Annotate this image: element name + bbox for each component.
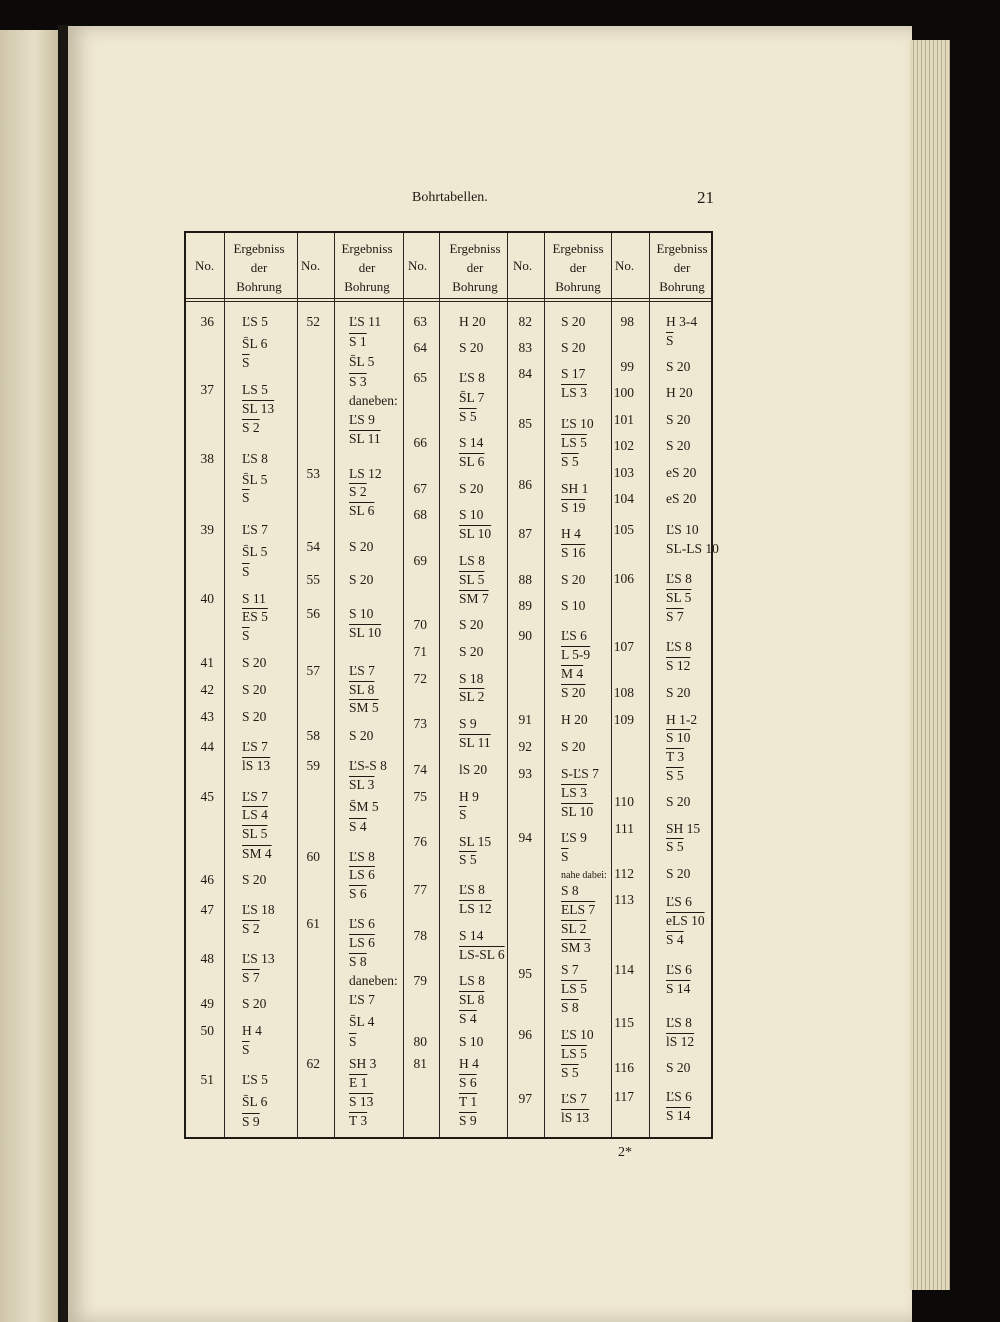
boring-result: SM 5 bbox=[349, 700, 379, 715]
boring-result: S 16 bbox=[561, 545, 586, 560]
boring-number: 75 bbox=[413, 789, 427, 804]
boring-result: S̄L 4 bbox=[349, 1014, 375, 1029]
boring-result: ĽS 6 bbox=[349, 916, 375, 931]
boring-number: 48 bbox=[200, 951, 214, 966]
boring-result: S 10 bbox=[349, 606, 374, 621]
boring-number: 100 bbox=[613, 385, 634, 400]
boring-number: 74 bbox=[413, 762, 427, 777]
boring-result: S 5 bbox=[459, 852, 477, 867]
boring-number: 109 bbox=[613, 712, 634, 727]
boring-number: 65 bbox=[413, 370, 427, 385]
running-head: Bohrtabellen. bbox=[412, 190, 488, 205]
boring-result: S 6 bbox=[349, 886, 367, 901]
boring-result: S̄L 6 bbox=[242, 336, 268, 351]
boring-number: 72 bbox=[413, 671, 427, 686]
boring-result: S 20 bbox=[666, 412, 691, 427]
boring-number: 37 bbox=[200, 382, 214, 397]
boring-result: S 20 bbox=[349, 728, 374, 743]
boring-result: S 20 bbox=[242, 872, 267, 887]
boring-result: S 5 bbox=[666, 768, 684, 783]
boring-result: S 2 bbox=[242, 921, 260, 936]
boring-result: SL 3 bbox=[349, 777, 375, 792]
boring-number: 91 bbox=[518, 712, 532, 727]
boring-result: S 14 bbox=[666, 1108, 691, 1123]
boring-result: S 9 bbox=[242, 1114, 260, 1129]
boring-number: 116 bbox=[614, 1060, 634, 1075]
boring-result: SL 5 bbox=[242, 826, 268, 841]
boring-result: S 20 bbox=[666, 794, 691, 809]
boring-number: 66 bbox=[413, 435, 427, 450]
boring-number: 101 bbox=[613, 412, 634, 427]
column-divider bbox=[297, 233, 298, 1137]
boring-result: S 20 bbox=[666, 685, 691, 700]
boring-number: 73 bbox=[413, 716, 427, 731]
column-header-no: No. bbox=[615, 258, 635, 273]
boring-number: 46 bbox=[200, 872, 214, 887]
boring-number: 115 bbox=[614, 1015, 634, 1030]
column-header-result: Ergebniss der Bohrung bbox=[341, 241, 393, 294]
boring-result: S 6 bbox=[459, 1075, 477, 1090]
boring-result: LS 3 bbox=[561, 385, 587, 400]
boring-result: ĽS 7 bbox=[242, 739, 268, 754]
boring-number: 98 bbox=[620, 314, 634, 329]
boring-result: SL-LS 10 bbox=[666, 541, 719, 556]
boring-result: S 8 bbox=[349, 954, 367, 969]
boring-number: 40 bbox=[200, 591, 214, 606]
boring-result: lS 20 bbox=[459, 762, 488, 777]
boring-number: 62 bbox=[306, 1056, 320, 1071]
boring-number: 92 bbox=[518, 739, 532, 754]
boring-number: 106 bbox=[613, 571, 634, 586]
boring-result: H 4 bbox=[242, 1023, 262, 1038]
facing-page-edge bbox=[0, 30, 58, 1322]
boring-number: 117 bbox=[614, 1089, 634, 1104]
boring-result: S 20 bbox=[561, 685, 586, 700]
column-divider bbox=[224, 233, 225, 1137]
boring-result: SL 10 bbox=[459, 526, 492, 541]
boring-result: S 12 bbox=[666, 658, 691, 673]
boring-result: S̄L 5 bbox=[242, 472, 268, 487]
boring-result: S 20 bbox=[459, 644, 484, 659]
boring-result: S 4 bbox=[349, 819, 367, 834]
boring-number: 42 bbox=[200, 682, 214, 697]
boring-number: 85 bbox=[518, 416, 532, 431]
boring-number: 78 bbox=[413, 928, 427, 943]
boring-result: ĽS 6 bbox=[666, 962, 692, 977]
boring-result: S 20 bbox=[349, 572, 374, 587]
column-header-result: Ergebniss der Bohrung bbox=[656, 241, 708, 294]
boring-result: LS 3 bbox=[561, 785, 587, 800]
boring-result: S 20 bbox=[666, 359, 691, 374]
boring-number: 76 bbox=[413, 834, 427, 849]
boring-result: S 14 bbox=[459, 435, 484, 450]
boring-result: S 20 bbox=[666, 1060, 691, 1075]
boring-result: S̄L 7 bbox=[459, 390, 485, 405]
boring-result: S̄L 5 bbox=[242, 544, 268, 559]
boring-number: 83 bbox=[518, 340, 532, 355]
boring-number: 107 bbox=[613, 639, 634, 654]
boring-number: 39 bbox=[200, 522, 214, 537]
column-header-no: No. bbox=[301, 258, 321, 273]
boring-result: LS 8 bbox=[459, 973, 485, 988]
boring-result: SL 2 bbox=[459, 689, 485, 704]
boring-result: S̄M 5 bbox=[349, 799, 379, 814]
boring-result: S̄L 6 bbox=[242, 1094, 268, 1109]
boring-result: H 20 bbox=[666, 385, 693, 400]
boring-result: eS 20 bbox=[666, 465, 697, 480]
boring-table bbox=[184, 231, 719, 1139]
boring-result: S 2 bbox=[242, 420, 260, 435]
boring-result: ĽS 8 bbox=[349, 849, 375, 864]
boring-result: S 17 bbox=[561, 366, 586, 381]
boring-result: ĽS 8 bbox=[459, 370, 485, 385]
boring-result: eS 20 bbox=[666, 491, 697, 506]
boring-number: 113 bbox=[614, 892, 634, 907]
boring-number: 81 bbox=[413, 1056, 427, 1071]
boring-result: S 10 bbox=[561, 598, 586, 613]
boring-number: 51 bbox=[200, 1072, 214, 1087]
boring-number: 110 bbox=[614, 794, 634, 809]
boring-result: S-ĽS 7 bbox=[561, 766, 599, 781]
boring-result: S 7 bbox=[561, 962, 579, 977]
boring-result: SL 11 bbox=[349, 431, 381, 446]
column-divider bbox=[544, 233, 545, 1137]
boring-result: ĽS 7 bbox=[561, 1091, 587, 1106]
boring-result: S 5 bbox=[459, 409, 477, 424]
boring-result: S 1 bbox=[349, 334, 367, 349]
boring-result: S 20 bbox=[242, 682, 267, 697]
boring-number: 99 bbox=[620, 359, 634, 374]
boring-result: ĽS 8 bbox=[242, 451, 268, 466]
boring-result: SH 1 bbox=[561, 481, 589, 496]
boring-result: T 3 bbox=[666, 749, 685, 764]
boring-result: ĽS 5 bbox=[242, 1072, 268, 1087]
boring-result: S 14 bbox=[459, 928, 484, 943]
boring-number: 36 bbox=[200, 314, 214, 329]
boring-result: ĽS 18 bbox=[242, 902, 275, 917]
boring-result: $\overline{S}$ bbox=[561, 849, 569, 864]
boring-number: 95 bbox=[518, 966, 532, 981]
boring-result: S 19 bbox=[561, 500, 586, 515]
boring-result: H 1-2 bbox=[666, 712, 698, 727]
boring-result: S 2 bbox=[349, 484, 367, 499]
boring-result: lS 12 bbox=[666, 1034, 695, 1049]
boring-result: LS 12 bbox=[459, 901, 492, 916]
boring-result: S 20 bbox=[242, 709, 267, 724]
boring-result: LS 5 bbox=[561, 981, 587, 996]
boring-number: 59 bbox=[306, 758, 320, 773]
boring-result: S 20 bbox=[666, 438, 691, 453]
boring-result: ĽS 10 bbox=[561, 416, 594, 431]
boring-result: LS 5 bbox=[561, 435, 587, 450]
boring-number: 86 bbox=[518, 477, 532, 492]
boring-number: 114 bbox=[614, 962, 634, 977]
boring-result: ĽS 13 bbox=[242, 951, 275, 966]
boring-number: 88 bbox=[518, 572, 532, 587]
boring-number: 111 bbox=[614, 821, 634, 836]
boring-result: ĽS 6 bbox=[666, 1089, 692, 1104]
boring-result: ĽS 7 bbox=[349, 992, 375, 1007]
boring-number: 64 bbox=[413, 340, 427, 355]
boring-number: 43 bbox=[200, 709, 214, 724]
boring-number: 57 bbox=[306, 663, 320, 678]
boring-result: S 7 bbox=[666, 609, 684, 624]
boring-result: LS 12 bbox=[349, 466, 382, 481]
boring-result: S 20 bbox=[561, 314, 586, 329]
boring-result: S 10 bbox=[459, 1034, 484, 1049]
boring-result: ĽS 8 bbox=[666, 571, 692, 586]
boring-result: S 11 bbox=[242, 591, 266, 606]
boring-number: 38 bbox=[200, 451, 214, 466]
boring-result: SL 5 bbox=[459, 572, 485, 587]
boring-result: SL 10 bbox=[561, 804, 594, 819]
boring-number: 84 bbox=[518, 366, 532, 381]
signature-mark: 2* bbox=[618, 1145, 632, 1160]
boring-number: 108 bbox=[613, 685, 634, 700]
boring-result: H 3-4 bbox=[666, 314, 698, 329]
boring-result: ĽS 6 bbox=[666, 894, 692, 909]
boring-number: 79 bbox=[413, 973, 427, 988]
boring-result: ĽS 7 bbox=[349, 663, 375, 678]
boring-number: 96 bbox=[518, 1027, 532, 1042]
boring-number: 53 bbox=[306, 466, 320, 481]
boring-number: 45 bbox=[200, 789, 214, 804]
boring-result: H 4 bbox=[561, 526, 581, 541]
boring-number: 102 bbox=[613, 438, 634, 453]
boring-number: 97 bbox=[518, 1091, 532, 1106]
boring-number: 54 bbox=[306, 539, 320, 554]
boring-result: S 9 bbox=[459, 716, 477, 731]
boring-result: nahe dabei: bbox=[561, 870, 607, 881]
boring-result: eLS 10 bbox=[666, 913, 705, 928]
boring-result: lS 13 bbox=[242, 758, 271, 773]
boring-result: S 8 bbox=[561, 883, 579, 898]
column-header-no: No. bbox=[195, 258, 215, 273]
boring-number: 49 bbox=[200, 996, 214, 1011]
boring-result: S 10 bbox=[666, 730, 691, 745]
boring-result: S 8 bbox=[561, 1000, 579, 1015]
boring-result: $\overline{S}$ bbox=[242, 1042, 250, 1057]
boring-number: 69 bbox=[413, 553, 427, 568]
boring-number: 70 bbox=[413, 617, 427, 632]
boring-result: $\overline{S}$ bbox=[242, 564, 250, 579]
boring-result: L 5-9 bbox=[561, 647, 591, 662]
column-divider bbox=[334, 233, 335, 1137]
boring-number: 103 bbox=[613, 465, 634, 480]
boring-number: 112 bbox=[614, 866, 634, 881]
boring-result: $\overline{S}$ bbox=[242, 490, 250, 505]
boring-result: S̄L 5 bbox=[349, 354, 375, 369]
boring-result: daneben: bbox=[349, 973, 398, 988]
boring-number: 82 bbox=[518, 314, 532, 329]
boring-result: SL 13 bbox=[242, 401, 275, 416]
boring-result: S 14 bbox=[666, 981, 691, 996]
boring-result: M 4 bbox=[561, 666, 584, 681]
boring-result: SM 7 bbox=[459, 591, 489, 606]
boring-result: LS-SL 6 bbox=[459, 947, 505, 962]
boring-result: ĽS 7 bbox=[242, 789, 268, 804]
boring-result: ĽS 11 bbox=[349, 314, 382, 329]
boring-result: SM 4 bbox=[242, 846, 272, 861]
boring-result: SL 10 bbox=[349, 625, 382, 640]
boring-number: 55 bbox=[306, 572, 320, 587]
boring-result: E 1 bbox=[349, 1075, 368, 1090]
boring-result: T 1 bbox=[459, 1094, 478, 1109]
boring-result: S 20 bbox=[561, 572, 586, 587]
boring-result: ELS 7 bbox=[561, 902, 596, 917]
boring-number: 93 bbox=[518, 766, 532, 781]
boring-result: S 13 bbox=[349, 1094, 374, 1109]
column-header-result: Ergebniss der Bohrung bbox=[552, 241, 604, 294]
boring-number: 50 bbox=[200, 1023, 214, 1038]
boring-number: 58 bbox=[306, 728, 320, 743]
boring-result: SL 8 bbox=[459, 992, 485, 1007]
header-rule bbox=[186, 298, 711, 302]
boring-result: S 20 bbox=[242, 655, 267, 670]
boring-result: ĽS 8 bbox=[459, 882, 485, 897]
boring-result: LS 5 bbox=[242, 382, 268, 397]
boring-number: 77 bbox=[413, 882, 427, 897]
boring-number: 89 bbox=[518, 598, 532, 613]
boring-result: S 4 bbox=[459, 1011, 477, 1026]
boring-result: S 20 bbox=[459, 481, 484, 496]
boring-result: S 20 bbox=[561, 340, 586, 355]
boring-result: S 18 bbox=[459, 671, 484, 686]
boring-number: 68 bbox=[413, 507, 427, 522]
boring-result: SH 3 bbox=[349, 1056, 377, 1071]
boring-result: SL 15 bbox=[459, 834, 492, 849]
boring-result: SL 2 bbox=[561, 921, 587, 936]
column-header-result: Ergebniss der Bohrung bbox=[449, 241, 501, 294]
column-divider bbox=[439, 233, 440, 1137]
page-block-edge bbox=[910, 40, 950, 1290]
boring-result: ĽS 6 bbox=[561, 628, 587, 643]
column-divider bbox=[649, 233, 650, 1137]
boring-result: ĽS 9 bbox=[349, 412, 375, 427]
boring-number: 63 bbox=[413, 314, 427, 329]
boring-result: SM 3 bbox=[561, 940, 591, 955]
boring-result: S 10 bbox=[459, 507, 484, 522]
boring-result: LS 6 bbox=[349, 867, 375, 882]
boring-result: S 5 bbox=[561, 454, 579, 469]
boring-number: 105 bbox=[613, 522, 634, 537]
boring-result: ĽS-S 8 bbox=[349, 758, 387, 773]
boring-result: T 3 bbox=[349, 1113, 368, 1128]
boring-result: S 20 bbox=[459, 340, 484, 355]
boring-result: S 3 bbox=[349, 374, 367, 389]
boring-number: 52 bbox=[306, 314, 320, 329]
boring-result: SL 6 bbox=[349, 503, 375, 518]
boring-result: SH 15 bbox=[666, 821, 701, 836]
boring-result: LS 6 bbox=[349, 935, 375, 950]
boring-number: 67 bbox=[413, 481, 427, 496]
boring-number: 44 bbox=[200, 739, 214, 754]
boring-number: 80 bbox=[413, 1034, 427, 1049]
boring-result: S 9 bbox=[459, 1113, 477, 1128]
column-header-no: No. bbox=[408, 258, 428, 273]
boring-number: 56 bbox=[306, 606, 320, 621]
boring-result: S 20 bbox=[561, 739, 586, 754]
boring-number: 104 bbox=[613, 491, 634, 506]
boring-result: ĽS 8 bbox=[666, 1015, 692, 1030]
page-number: 21 bbox=[697, 188, 714, 207]
boring-number: 90 bbox=[518, 628, 532, 643]
boring-result: $\overline{S}$ bbox=[349, 1034, 357, 1049]
boring-result: H 20 bbox=[561, 712, 588, 727]
boring-result: $\overline{S}$ bbox=[242, 628, 250, 643]
boring-result: ĽS 7 bbox=[242, 522, 268, 537]
boring-result: H 4 bbox=[459, 1056, 479, 1071]
boring-result: S 4 bbox=[666, 932, 684, 947]
boring-result: ES 5 bbox=[242, 609, 268, 624]
boring-result: SL 6 bbox=[459, 454, 485, 469]
boring-result: ĽS 10 bbox=[561, 1027, 594, 1042]
boring-number: 41 bbox=[200, 655, 214, 670]
boring-result: ĽS 9 bbox=[561, 830, 587, 845]
boring-result: S 7 bbox=[242, 970, 260, 985]
boring-result: $\overline{S}$ bbox=[666, 333, 674, 348]
boring-result: S 5 bbox=[666, 839, 684, 854]
boring-result: daneben: bbox=[349, 393, 398, 408]
boring-number: 60 bbox=[306, 849, 320, 864]
boring-result: LS 5 bbox=[561, 1046, 587, 1061]
column-header-result: Ergebniss der Bohrung bbox=[233, 241, 285, 294]
boring-result: ĽS 5 bbox=[242, 314, 268, 329]
boring-result: ĽS 10 bbox=[666, 522, 699, 537]
boring-result: S 20 bbox=[666, 866, 691, 881]
boring-result: SL 5 bbox=[666, 590, 692, 605]
boring-number: 87 bbox=[518, 526, 532, 541]
boring-number: 47 bbox=[200, 902, 214, 917]
boring-result: ĽS 8 bbox=[666, 639, 692, 654]
boring-number: 94 bbox=[518, 830, 532, 845]
boring-result: S 20 bbox=[242, 996, 267, 1011]
boring-result: H 9 bbox=[459, 789, 479, 804]
boring-result: S 20 bbox=[459, 617, 484, 632]
boring-result: S 20 bbox=[349, 539, 374, 554]
boring-result: SL 11 bbox=[459, 735, 491, 750]
boring-result: lS 13 bbox=[561, 1110, 590, 1125]
boring-result: $\overline{S}$ bbox=[459, 807, 467, 822]
boring-number: 71 bbox=[413, 644, 427, 659]
boring-result: LS 8 bbox=[459, 553, 485, 568]
boring-result: SL 8 bbox=[349, 682, 375, 697]
boring-result: $\overline{S}$ bbox=[242, 355, 250, 370]
boring-result: LS 4 bbox=[242, 807, 268, 822]
column-header-no: No. bbox=[513, 258, 533, 273]
boring-result: H 20 bbox=[459, 314, 486, 329]
boring-number: 61 bbox=[306, 916, 320, 931]
boring-result: S 5 bbox=[561, 1065, 579, 1080]
